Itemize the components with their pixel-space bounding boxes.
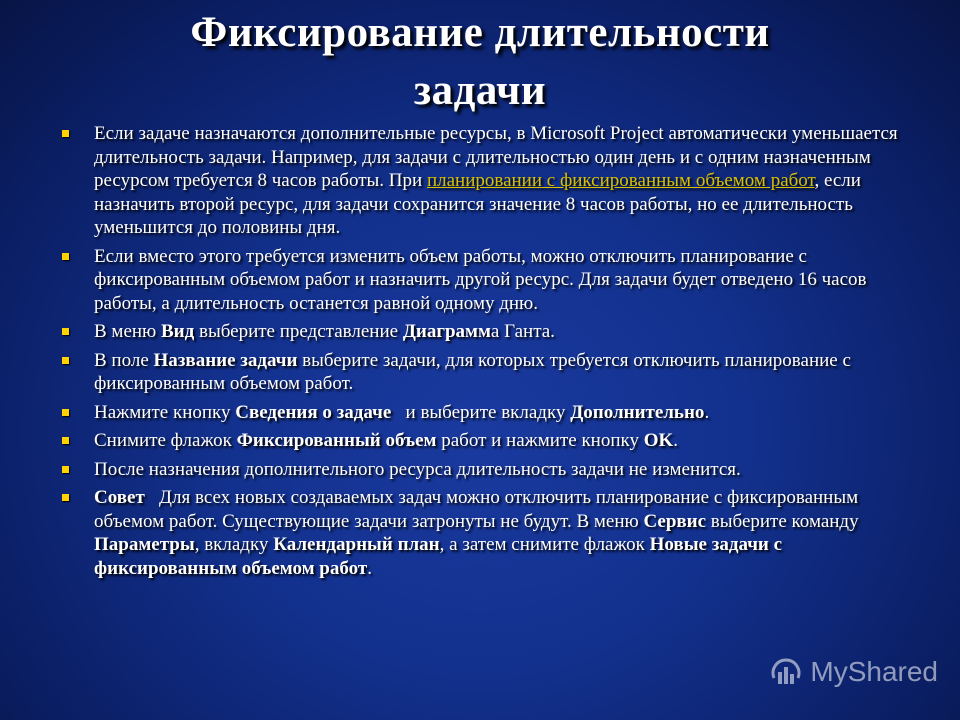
square-bullet-icon (62, 466, 69, 473)
square-bullet-icon (62, 328, 69, 335)
square-bullet-icon (62, 253, 69, 260)
bullet-item: Снимите флажок Фиксированный объем работ и нажмите кнопку OK. (62, 429, 912, 453)
title-line-2: задачи (413, 67, 547, 114)
slide-title (0, 4, 960, 120)
myshared-watermark[interactable] (768, 654, 938, 690)
bullet-item: Нажмите кнопку Сведения о задаче и выберите вкладку Дополнительно. (62, 401, 912, 425)
bullet-item: Совет Для всех новых создаваемых задач можно отключить планирование с фиксированным объемом работ. Существующие задачи затронуты не будут. В меню Сервис выберите команду Параметры, вкладку Календарный план, а затем снимите флажок Новые задачи с фиксированным объемом работ. (62, 486, 912, 580)
bullet-item: После назначения дополнительного ресурса длительность задачи не изменится. (62, 458, 912, 482)
square-bullet-icon (62, 437, 69, 444)
square-bullet-icon (62, 130, 69, 137)
fixed-work-planning-link[interactable]: планировании с фиксированным объемом работ (426, 170, 815, 191)
square-bullet-icon (62, 409, 69, 416)
bullet-item: Если задаче назначаются дополнительные ресурсы, в Microsoft Project автоматически уменьшается длительность задачи. Например, для задачи с длительностью один день и с одним назначенным ресурсом требуется 8 часов работы. При планировании с фиксированным объемом работ, если назначить второй ресурс, для задачи сохранится значение 8 часов работы, но ее длительность уменьшится до половины дня. (62, 122, 912, 240)
myshared-logo-icon (768, 654, 804, 690)
bullet-item: Если вместо этого требуется изменить объем работы, можно отключить планирование с фиксированным объемом работ и назначить другой ресурс. Для задачи будет отведено 16 часов работы, а длительность останется равной одному дню. (62, 245, 912, 316)
bullet-item: В меню Вид выберите представление Диаграмма Ганта. (62, 320, 912, 344)
bullet-list (62, 122, 912, 585)
bullet-item: В поле Название задачи выберите задачи, для которых требуется отключить планирование с фиксированным объемом работ. (62, 349, 912, 396)
square-bullet-icon (62, 357, 69, 364)
square-bullet-icon (62, 494, 69, 501)
title-line-1: Фиксирование длительности (190, 9, 770, 56)
watermark-text: MyShared (810, 656, 938, 687)
